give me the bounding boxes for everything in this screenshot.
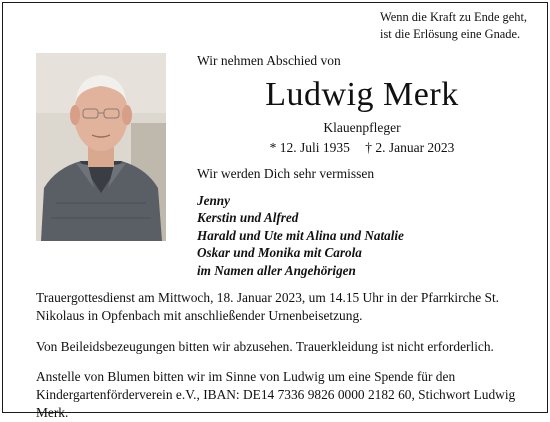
- epigraph-quote: [380, 9, 527, 43]
- family-member: Kerstin und Alfred: [197, 210, 299, 226]
- birth-date: * 12. Juli 1935: [269, 140, 350, 155]
- intro-text: Wir nehmen Abschied von: [197, 53, 341, 68]
- family-member: Harald und Ute mit Alina und Natalie: [197, 227, 404, 243]
- service-notice: Trauergottesdienst am Mittwoch, 18. Januar 2023, um 14.15 Uhr in der Pfarrkirche St. Nikolaus in Opfenbach mit anschließender Urnenbeisetzung.: [36, 290, 500, 323]
- deceased-occupation: Klauenpfleger: [323, 120, 401, 135]
- farewell-text: Wir werden Dich sehr vermissen: [197, 166, 375, 181]
- family-member: Jenny: [197, 193, 230, 208]
- portrait-illustration: [36, 53, 166, 241]
- donation-notice: Anstelle von Blumen bitten wir im Sinne von Ludwig um eine Spende für den Kindergartenförderverein e.V., IBAN: DE14 7336 9826 0000 2182 60, Stichwort Ludwig Merk.: [36, 369, 516, 420]
- life-dates: [197, 140, 527, 156]
- family-member: im Namen aller Angehörigen: [197, 262, 356, 278]
- quote-line-1: Wenn die Kraft zu Ende geht,: [380, 10, 527, 24]
- portrait-photo: [36, 53, 166, 241]
- obituary-card: [2, 2, 548, 420]
- death-date: † 2. Januar 2023: [365, 140, 455, 155]
- quote-line-2: ist die Erlösung eine Gnade.: [380, 27, 521, 41]
- family-list: [197, 192, 404, 279]
- condolence-notice: Von Beileidsbezeugungen bitten wir abzusehen. Trauerkleidung ist nicht erforderlich.: [36, 339, 494, 354]
- family-member: Oskar und Monika mit Carola: [197, 245, 362, 261]
- deceased-name: Ludwig Merk: [265, 76, 459, 113]
